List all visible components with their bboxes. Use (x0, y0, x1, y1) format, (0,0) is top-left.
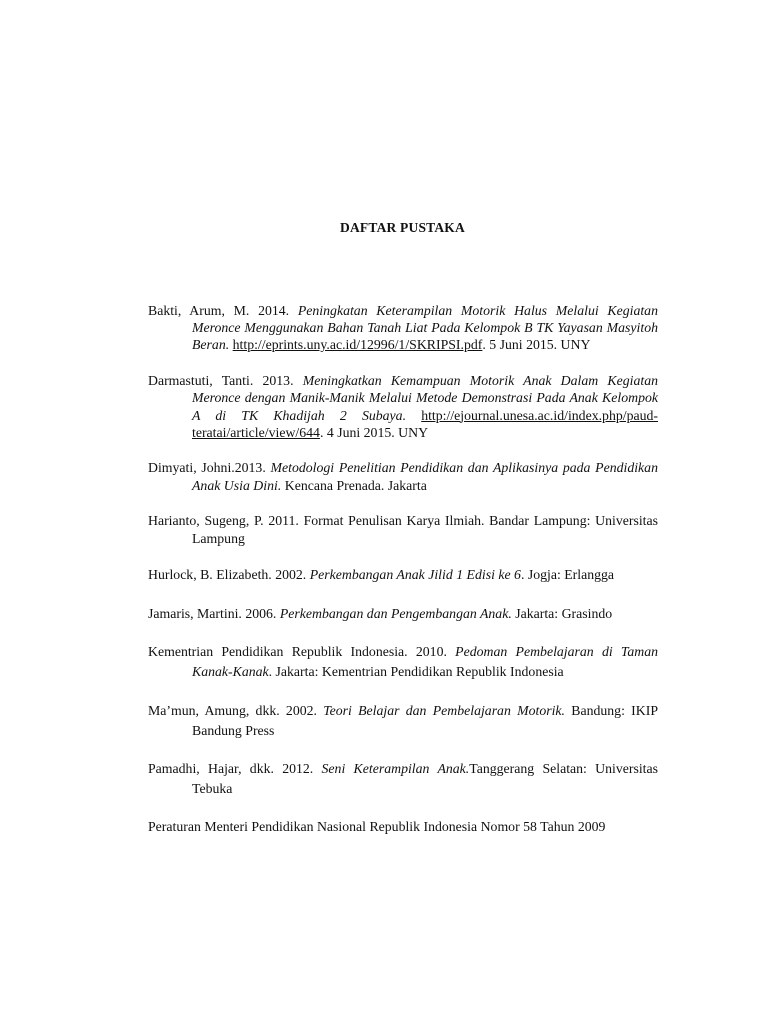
ref-author-year: Kementrian Pendidikan Republik Indonesia. 2010. (148, 644, 456, 660)
reference-item-peraturan (148, 818, 658, 835)
ref-publisher: . Jogja: Erlangga (520, 567, 615, 583)
ref-publisher: Tanggerang Selatan: Universitas Tebuka (192, 761, 658, 797)
ref-title: Perkembangan dan Pengembangan Anak. (279, 605, 512, 621)
ref-title: Peningkatan Keterampilan Motorik Halus Melalui Kegiatan Meronce Menggunakan Bahan Tanah Liat Pada Kelompok B TK Yayasan Masyitoh Beran. (192, 303, 658, 353)
ref-publisher: . Jakarta: Kementrian Pendidikan Republik Indonesia (268, 664, 564, 680)
ref-publisher: Kencana Prenada. Jakarta (281, 477, 427, 493)
reference-spacer (148, 547, 658, 566)
reference-item-hurlock (148, 565, 658, 585)
ref-author-year: Jamaris, Martini. 2006. (148, 605, 280, 621)
ref-author-year: Pamadhi, Hajar, dkk. 2012. (148, 761, 322, 777)
reference-item-darmastuti (148, 372, 658, 441)
reference-spacer (148, 354, 658, 373)
ref-author-year: Hurlock, B. Elizabeth. 2002. (148, 567, 310, 583)
ref-publisher: Bandung: IKIP Bandung Press (192, 702, 658, 738)
reference-list (148, 302, 658, 835)
ref-author-year: Dimyati, Johni.2013. (148, 460, 271, 476)
ref-full-text: Peraturan Menteri Pendidikan Nasional Republik Indonesia Nomor 58 Tahun 2009 (148, 818, 606, 834)
ref-author-year: Bakti, Arum, M. 2014. (148, 303, 298, 318)
reference-spacer (148, 799, 658, 818)
reference-item-bakti (148, 302, 658, 354)
page-title: DAFTAR PUSTAKA (340, 220, 465, 235)
ref-title: Pedoman Pembelajaran di Taman Kanak-Kanak (192, 644, 658, 680)
reference-spacer (148, 741, 658, 760)
ref-title: Seni Keterampilan Anak. (321, 761, 470, 777)
ref-title: Teori Belajar dan Pembelajaran Motorik. (323, 702, 566, 718)
reference-spacer (148, 624, 658, 643)
reference-spacer (148, 585, 658, 604)
ref-title: Meningkatkan Kemampuan Motorik Anak Dalam Kegiatan Meronce dengan Manik-Manik Melalui Metode Demonstrasi Pada Anak Kelompok A di TK Khadijah 2 Subaya. (192, 373, 659, 423)
ref-title: Perkembangan Anak Jilid 1 Edisi ke 6 (309, 567, 521, 583)
ref-publisher (406, 408, 421, 423)
ref-url-link[interactable]: http://ejournal.unesa.ac.id/index.php/paud-teratai/article/view/644 (192, 407, 658, 440)
reference-spacer (148, 682, 658, 701)
reference-item-jamaris (148, 604, 658, 624)
reference-spacer (148, 441, 658, 460)
reference-item-mamun (148, 701, 658, 741)
ref-url-link[interactable]: http://eprints.uny.ac.id/12996/1/SKRIPSI.pdf (232, 337, 483, 353)
ref-author-year: Ma’mun, Amung, dkk. 2002. (148, 702, 324, 718)
ref-suffix: . 4 Juni 2015. UNY (319, 424, 429, 440)
reference-item-dimyati (148, 459, 658, 493)
reference-item-pamadhi (148, 759, 658, 799)
ref-publisher: Jakarta: Grasindo (511, 605, 613, 621)
ref-title: Metodologi Penelitian Pendidikan dan Aplikasinya pada Pendidikan Anak Usia Dini. (192, 460, 658, 493)
ref-author-year: Darmastuti, Tanti. 2013. (148, 373, 303, 389)
reference-item-harianto (148, 512, 658, 546)
reference-spacer (148, 494, 658, 513)
ref-suffix: . 5 Juni 2015. UNY (482, 337, 591, 353)
reference-item-kementrian (148, 642, 658, 682)
ref-full-text: Harianto, Sugeng, P. 2011. Format Penulisan Karya Ilmiah. Bandar Lampung: Universitas Lampung (148, 513, 658, 546)
